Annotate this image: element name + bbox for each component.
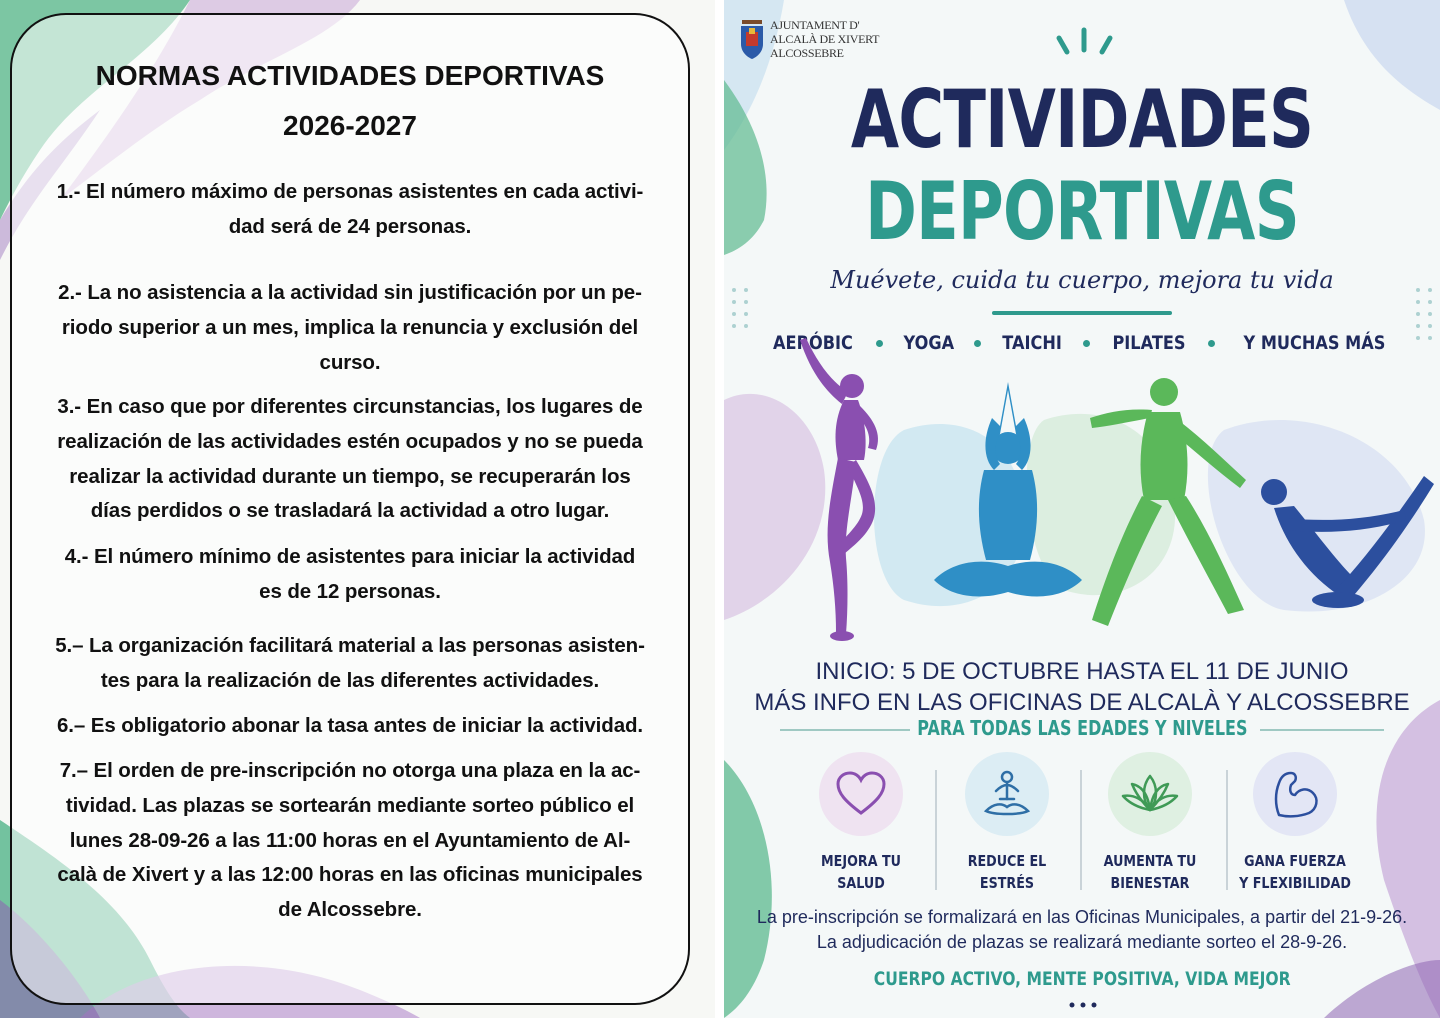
muscle-arm-icon: [1269, 769, 1321, 819]
athletes-illustration: [764, 330, 1440, 650]
meditation-icon: [980, 769, 1034, 819]
rule-6: 6.– Es obligatorio abonar la tasa antes de iniciar la actividad.: [56, 714, 644, 737]
start-dates: INICIO: 5 DE OCTUBRE HASTA EL 11 DE JUNIO: [815, 658, 1349, 685]
levels-banner: [724, 716, 1440, 740]
benefit-circle: [1253, 752, 1337, 836]
benefit-label: REDUCE EL ESTRÉS: [967, 852, 1047, 892]
benefit-label: MEJORA TU SALUD: [821, 852, 901, 892]
rule-3: 3.- En caso que por diferentes circunstancias, los lugares de realización de las actividades estén ocupados y no se pueda realizar la actividad durante un tiempo, se recuperarán los días perdidos o se trasladará la actividad a otro lugar.: [57, 395, 643, 523]
rule-7: 7.– El orden de pre-inscripción no otorga una plaza en la ac- tividad. Las plazas se sortearán mediante sorteo público el lunes 28-09-26 a las 11:00 horas en el Ayuntamiento de Al- calà de Xivert y a las 12:00 horas en las oficinas municipales de Alcossebre.: [57, 759, 643, 922]
activity-taichi: TAICHI: [1002, 332, 1063, 354]
poster-slogan: Muévete, cuida tu cuerpo, mejora tu vida: [830, 266, 1334, 294]
heart-icon: [835, 771, 887, 817]
benefit-circle: [819, 752, 903, 836]
rule-1: 1.- El número máximo de personas asistentes en cada activi- dad será de 24 personas.: [56, 180, 644, 238]
preregistration-note: La pre-inscripción se formalizará en las Oficinas Municipales, a partir del 21-9-26.: [756, 907, 1408, 927]
levels-text: PARA TODAS LAS EDADES Y NIVELES: [916, 716, 1248, 740]
benefit-health: [786, 752, 936, 894]
lotus-icon: [1120, 772, 1180, 816]
activity-aerobic: AERÓBIC: [772, 332, 853, 354]
motto-text: CUERPO ACTIVO, MENTE POSITIVA, VIDA MEJOR: [873, 968, 1291, 990]
decorative-dots: [1068, 1002, 1098, 1008]
benefit-strength: [1220, 752, 1370, 894]
benefit-wellbeing: [1075, 752, 1225, 894]
aerobic-dancer-figure: [800, 338, 878, 641]
benefit-circle: [965, 752, 1049, 836]
benefit-stress: [932, 752, 1082, 894]
yoga-figure: [934, 382, 1082, 596]
taichi-figure: [1090, 378, 1246, 626]
rule-2: 2.- La no asistencia a la actividad sin justificación por un pe- riodo superior a un mes, implica la renuncia y exclusión del curso.: [58, 281, 642, 374]
activity-pilates: PILATES: [1112, 332, 1186, 354]
activity-yoga: YOGA: [903, 332, 954, 354]
poster-motto: [724, 968, 1440, 990]
allocation-note: La adjudicación de plazas se realizará mediante sorteo el 28-9-26.: [816, 932, 1348, 952]
benefit-label: GANA FUERZA Y FLEXIBILIDAD: [1239, 852, 1351, 892]
rules-panel: [0, 0, 715, 1018]
rule-5: 5.– La organización facilitará material a las personas asisten- tes para la realización de las diferentes actividades.: [55, 634, 645, 692]
town-crest-logo: [738, 16, 766, 60]
rules-title: NORMAS ACTIVIDADES DEPORTIVAS: [95, 60, 605, 91]
benefit-label: AUMENTA TU BIENESTAR: [1103, 852, 1197, 892]
benefit-circle: [1108, 752, 1192, 836]
poster-panel: [724, 0, 1440, 1018]
town-name: AJUNTAMENT D' ALCALÀ DE XIVERT ALCOSSEBRE: [770, 18, 880, 60]
rule-4: 4.- El número mínimo de asistentes para iniciar la actividad es de 12 personas.: [64, 545, 636, 603]
pilates-figure: [1261, 476, 1434, 608]
info-offices: MÁS INFO EN LAS OFICINAS DE ALCALÀ Y ALCOSSEBRE: [754, 689, 1410, 716]
slogan-underline: [992, 311, 1172, 315]
activity-more: Y MUCHAS MÁS: [1243, 332, 1386, 354]
poster-title-line1: ACTIVIDADES: [850, 73, 1314, 166]
rules-year: 2026-2027: [283, 110, 417, 141]
poster-title-line2: DEPORTIVAS: [865, 165, 1299, 258]
